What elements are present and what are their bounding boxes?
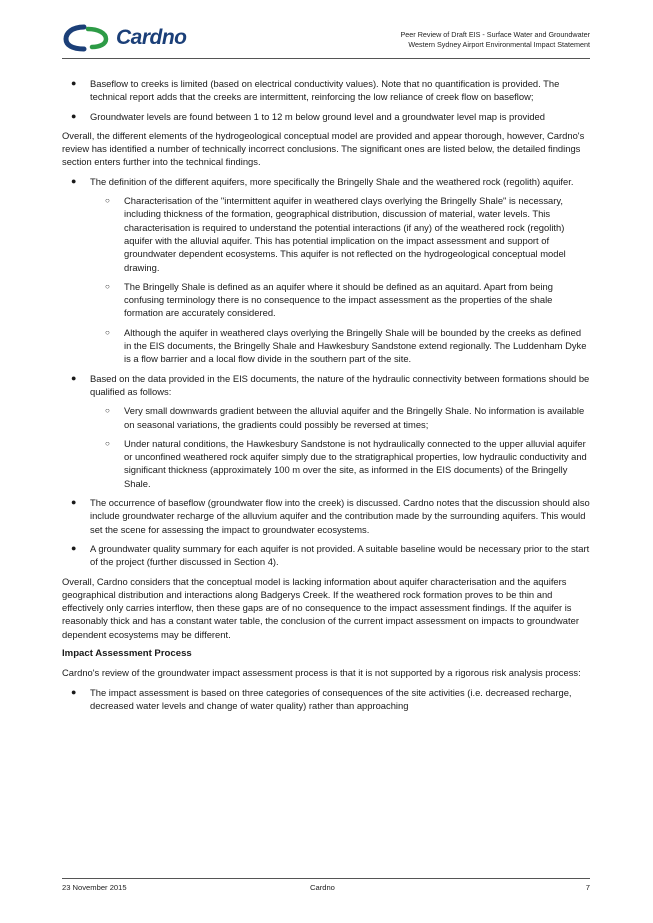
document-title-line-1: Peer Review of Draft EIS - Surface Water and Groundwater xyxy=(400,30,590,39)
list-item xyxy=(62,372,590,399)
page-footer xyxy=(62,878,590,892)
sub-list-item xyxy=(62,326,590,366)
header-divider xyxy=(62,58,590,59)
document-title xyxy=(401,30,590,50)
list-item xyxy=(62,110,590,123)
list-item xyxy=(62,686,590,713)
bullet-text: The impact assessment is based on three categories of consequences of the site activities (i.e. decreased recharge, decreased water levels and change of water quality) rather than approaching xyxy=(90,686,572,711)
bullet-icon: ● xyxy=(71,78,77,88)
bullet-text: A groundwater quality summary for each aquifer is not provided. A suitable baseline would be necessary prior to the start of the project (further discussed in Section 4). xyxy=(90,542,590,568)
sub-list-item xyxy=(62,194,590,274)
paragraph: Overall, Cardno considers that the conceptual model is lacking information about aquifer characterisation and the aquifers geographical distribution and interactions along Badgerys Creek. If the weathered rock formation proves to be thin and effectively only carries interflow, then these gaps are of no consequence to the impact assessment findings. If the aquifer is reasonably thick and has a constant water table, the conclusion of the current impact assessment on impacts to groundwater dependent ecosystems may be different. xyxy=(62,575,579,640)
cardno-logo-icon xyxy=(62,23,114,53)
sub-bullet-text: Under natural conditions, the Hawkesbury Sandstone is not hydraulically connected to the upper alluvial aquifer or unconfined weathered rock aquifer simply due to the stratigraphical properties, low hydraulic conductivity and significant thickness (approximately 100 m over the site, as informed in the EIS documents) of the Bringelly Shale. xyxy=(124,437,587,489)
sub-bullet-icon: ○ xyxy=(105,281,110,291)
list-item xyxy=(62,175,590,188)
bullet-icon: ● xyxy=(71,497,77,508)
bullet-text: Baseflow to creeks is limited (based on electrical conductivity values). Note that no quantification is provided. The technical report adds that the creeks are intermittent, reinforcing the low reliance of creek flow on baseflow; xyxy=(90,78,560,103)
list-item xyxy=(62,77,590,104)
bullet-icon: ● xyxy=(71,110,77,121)
sub-list-item xyxy=(62,437,590,490)
page-number: 7 xyxy=(585,883,590,892)
bullet-icon: ● xyxy=(71,686,77,697)
bullet-text: The occurrence of baseflow (groundwater flow into the creek) is discussed. Cardno notes that the discussion should also include groundwater recharge of the alluvium aquifer and the contribution made by the surrounding aquifers. This would set the scene for assessing the impact to groundwater ecosystems. xyxy=(90,497,590,535)
page-body xyxy=(62,77,590,712)
bullet-icon: ● xyxy=(71,542,77,553)
logo-wordmark: Cardno xyxy=(116,26,187,49)
sub-bullet-icon: ○ xyxy=(105,406,110,416)
section-heading: Impact Assessment Process xyxy=(62,647,192,659)
sub-bullet-icon: ○ xyxy=(105,327,110,337)
cardno-logo xyxy=(62,22,212,54)
sub-list-item xyxy=(62,404,590,431)
bullet-icon: ● xyxy=(71,175,77,186)
sub-bullet-text: The Bringelly Shale is defined as an aquifer where it should be defined as an aquitard. Apart from being confusing terminology there is no consequence to the impact assessment as the properties of the shale formation are accurately considered. xyxy=(124,280,553,319)
sub-bullet-text: Although the aquifer in weathered clays overlying the Bringelly Shale will be bounded by the creeks as defined in the EIS documents, the Bringelly Shale and Hawkesbury Sandstone extend regionally. The Luddenham Dyke is a flow barrier and a local flow divide in the southern part of the site. xyxy=(124,326,587,365)
sub-bullet-text: Characterisation of the "intermittent aquifer in weathered clays overlying the Bringelly Shale" is necessary, including thickness of the formation, geographical distribution, discussion of material, water levels. This characterisation is required to understand the potential interactions (if any) of the weathered rock (regolith) aquifer with the alluvial aquifer. This has potential implication on the impact assessment and support of groundwater dependent ecosystems. This aquifer is not reflected on the hydrogeological conceptual model drawing. xyxy=(124,195,566,273)
sub-list-item xyxy=(62,280,590,320)
bullet-text: Based on the data provided in the EIS documents, the nature of the hydraulic connectivity between formations should be qualified as follows: xyxy=(90,372,590,397)
page-header xyxy=(62,22,590,58)
footer-company: Cardno xyxy=(310,883,335,892)
bullet-text: Groundwater levels are found between 1 to 12 m below ground level and a groundwater level map is provided xyxy=(90,110,545,122)
list-item xyxy=(62,542,590,569)
footer-date: 23 November 2015 xyxy=(62,883,127,892)
paragraph: Cardno's review of the groundwater impact assessment process is that it is not supported by a rigorous risk analysis process: xyxy=(62,667,581,679)
bullet-icon: ● xyxy=(71,372,77,383)
sub-bullet-icon: ○ xyxy=(105,196,110,206)
document-title-line-2: Western Sydney Airport Environmental Impact Statement xyxy=(408,40,590,49)
sub-bullet-icon: ○ xyxy=(105,438,110,448)
bullet-text: The definition of the different aquifers, more specifically the Bringelly Shale and the weathered rock (regolith) aquifer. xyxy=(90,175,574,187)
sub-bullet-text: Very small downwards gradient between the alluvial aquifer and the Bringelly Shale. No information is available on seasonal variations, the gradients could possibly be reversed at times; xyxy=(124,405,585,430)
list-item xyxy=(62,496,590,536)
paragraph: Overall, the different elements of the hydrogeological conceptual model are provided and appear thorough, however, Cardno's review has identified a number of technically incorrect conclusions. The significant ones are listed below, the detailed findings section enters further into the technical findings. xyxy=(62,129,585,168)
